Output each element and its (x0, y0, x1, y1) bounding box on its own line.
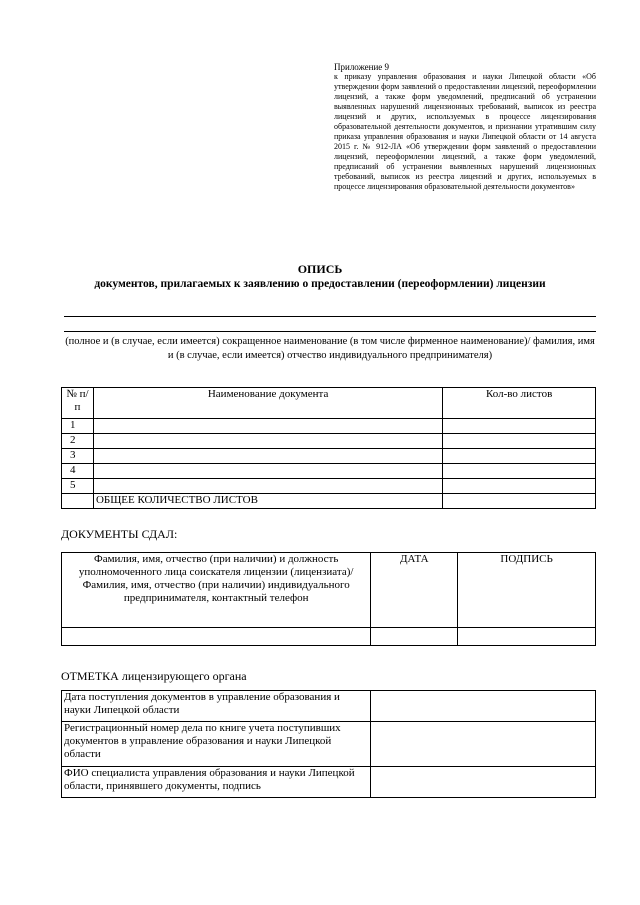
sheet-count-cell[interactable] (443, 479, 596, 494)
submitted-heading: ДОКУМЕНТЫ СДАЛ: (61, 527, 178, 541)
applicant-name-line-1 (64, 316, 596, 317)
registration-number-label: Регистрационный номер дела по книге учета поступивших документов в управление образования и науки Липецкой области (62, 722, 371, 767)
document-subtitle: документов, прилагаемых к заявлению о предоставлении (переоформлении) лицензии (94, 278, 546, 290)
appendix-block (334, 62, 596, 192)
applicant-name-line-2 (64, 331, 596, 332)
sheet-count-cell[interactable] (443, 419, 596, 434)
row-number: 5 (62, 479, 94, 494)
sheet-count-cell[interactable] (443, 464, 596, 479)
date-cell[interactable] (371, 628, 458, 646)
col-header-num: № п/п (62, 388, 94, 419)
col-header-document-name: Наименование документа (93, 388, 442, 419)
applicant-caption: (полное и (в случае, если имеется) сокращенное наименование (в том числе фирменное наименование)/ фамилия, имя и (в случае, если имеется) отчество индивидуального предпринимателя) (65, 336, 595, 361)
authority-mark-table (61, 690, 596, 798)
col-header-date: ДАТА (371, 553, 458, 628)
registration-number-cell[interactable] (371, 722, 596, 767)
row-number: 1 (62, 419, 94, 434)
signature-cell[interactable] (458, 628, 596, 646)
authority-mark-heading: ОТМЕТКА лицензирующего органа (61, 669, 247, 683)
specialist-name-label: ФИО специалиста управления образования и науки Липецкой области, принявшего документы, подпись (62, 767, 371, 798)
person-cell[interactable] (62, 628, 371, 646)
submitted-table (61, 552, 596, 646)
sheet-count-cell[interactable] (443, 449, 596, 464)
appendix-body: к приказу управления образования и науки Липецкой области «Об утверждении форм заявлений о предоставлении лицензий, переоформлении лицензий, а также форм уведомлений, предписаний об устранении выявленных нарушений лицензионных требований, выписок из реестра лицензий и других, используемых в процессе лицензирования образовательной деятельности документов, и признании утратившим силу приказа управления образования и науки Липецкой области от 14 августа 2015 г. № 912-ЛА «Об утверждении форм заявлений о предоставлении лицензий, переоформлении лицензий, а также форм уведомлений, предписаний об устранении выявленных нарушений лицензионных требований, выписок из реестра лицензий и других, используемых в процессе лицензирования образовательной деятельности документов» (334, 72, 596, 191)
col-header-sheet-count: Кол-во листов (443, 388, 596, 419)
receipt-date-label: Дата поступления документов в управление образования и науки Липецкой области (62, 691, 371, 722)
documents-table (61, 387, 596, 509)
document-name-cell[interactable] (93, 464, 442, 479)
document-name-cell[interactable] (93, 419, 442, 434)
total-sheets-label: ОБЩЕЕ КОЛИЧЕСТВО ЛИСТОВ (93, 494, 442, 509)
document-title: ОПИСЬ (297, 262, 343, 276)
col-header-person: Фамилия, имя, отчество (при наличии) и должность уполномоченного лица соискателя лицензии (лицензиата)/ Фамилия, имя, отчество (при наличии) индивидуального предпринимателя, контактный телефон (62, 553, 371, 628)
row-number: 2 (62, 434, 94, 449)
col-header-signature: ПОДПИСЬ (458, 553, 596, 628)
row-number: 3 (62, 449, 94, 464)
document-name-cell[interactable] (93, 449, 442, 464)
document-name-cell[interactable] (93, 479, 442, 494)
total-blank-cell (62, 494, 94, 509)
row-number: 4 (62, 464, 94, 479)
document-name-cell[interactable] (93, 434, 442, 449)
total-sheets-cell[interactable] (443, 494, 596, 509)
sheet-count-cell[interactable] (443, 434, 596, 449)
receipt-date-cell[interactable] (371, 691, 596, 722)
appendix-title: Приложение 9 (334, 62, 390, 72)
specialist-name-cell[interactable] (371, 767, 596, 798)
